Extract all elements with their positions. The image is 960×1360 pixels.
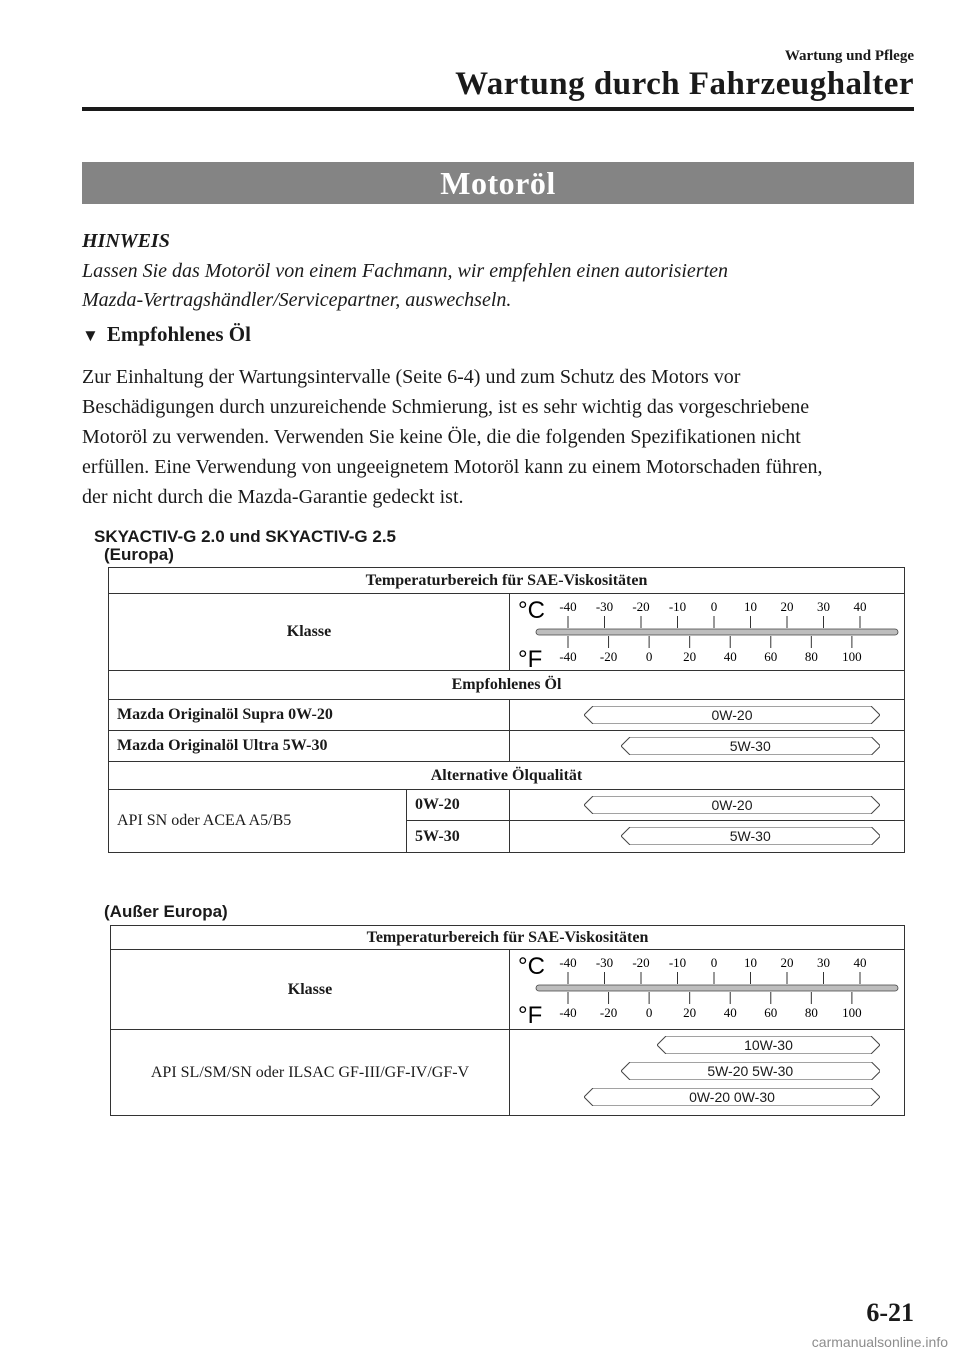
- band-label: 0W-20 0W-30: [689, 1089, 775, 1105]
- note-line: Lassen Sie das Motoröl von einem Fachmann, wir empfehlen einen autorisierten: [82, 260, 729, 282]
- fahrenheit-tick-label: 40: [723, 649, 737, 664]
- viscosity-table-europe: [108, 567, 905, 853]
- fahrenheit-symbol: °F: [518, 646, 543, 671]
- celsius-tick-label: 0: [710, 955, 718, 970]
- celsius-tick-label: 30: [817, 955, 830, 970]
- viscosity-table-outside-europe: [110, 925, 905, 1116]
- fahrenheit-tick-label: 100: [842, 649, 862, 664]
- band-cell: [510, 700, 905, 731]
- temperature-scale: [510, 950, 905, 1030]
- celsius-tick-label: -40: [559, 599, 577, 614]
- band-label: 0W-20: [711, 797, 753, 813]
- fahrenheit-tick-label: -40: [559, 1005, 577, 1020]
- viscosity-band: [621, 1062, 881, 1080]
- celsius-tick-label: -10: [668, 955, 687, 970]
- grade-label: 0W-20: [407, 790, 510, 821]
- region-caption: (Europa): [104, 545, 174, 564]
- oil-spec: API SL/SM/SN oder ILSAC GF-III/GF-IV/GF-V: [111, 1030, 510, 1116]
- band-label: 0W-20: [711, 707, 753, 723]
- region-caption: (Außer Europa): [104, 902, 228, 921]
- celsius-tick-label: -10: [668, 599, 687, 614]
- fahrenheit-symbol: °F: [518, 1002, 543, 1029]
- page-title: Wartung durch Fahrzeughalter: [455, 66, 914, 102]
- triangle-down-icon: ▼: [82, 326, 99, 345]
- fahrenheit-tick-label: 40: [723, 1005, 737, 1020]
- band-label: 10W-30: [744, 1037, 793, 1053]
- header-rule: [82, 107, 914, 111]
- fahrenheit-tick-label: 100: [842, 1005, 862, 1020]
- celsius-tick-label: -30: [595, 599, 614, 614]
- fahrenheit-tick-label: 80: [804, 1005, 818, 1020]
- celsius-tick-label: 40: [853, 955, 867, 970]
- note-heading: HINWEIS: [82, 230, 170, 252]
- band-cell: [510, 1030, 905, 1116]
- celsius-tick-label: 0: [710, 599, 718, 614]
- fahrenheit-tick-label: 0: [645, 1005, 653, 1020]
- fahrenheit-tick-label: 60: [764, 1005, 778, 1020]
- band-cell: [510, 790, 905, 821]
- celsius-symbol: °C: [518, 953, 545, 980]
- oil-name: Mazda Originalöl Supra 0W-20: [109, 700, 510, 731]
- grade-label: 5W-30: [407, 821, 510, 853]
- temperature-scale-cell: [510, 950, 905, 1030]
- celsius-tick-label: -40: [559, 955, 577, 970]
- paragraph-line: Beschädigungen durch unzureichende Schmierung, ist es sehr wichtig das vorgeschriebene: [82, 396, 810, 418]
- viscosity-band: [584, 1088, 880, 1106]
- fahrenheit-tick-label: -40: [559, 649, 577, 664]
- paragraph-line: erfüllen. Eine Verwendung von ungeeignetem Motoröl kann zu einem Motorschaden führen,: [82, 456, 823, 478]
- temperature-scale: [510, 594, 905, 671]
- fahrenheit-tick-label: 20: [683, 649, 697, 664]
- celsius-tick-label: -30: [595, 955, 614, 970]
- engine-caption: SKYACTIV-G 2.0 und SKYACTIV-G 2.5: [94, 527, 396, 546]
- watermark: carmanualsonline.info: [811, 1334, 948, 1350]
- fahrenheit-tick-label: 20: [683, 1005, 697, 1020]
- temperature-scale-cell: [510, 594, 905, 671]
- class-label: Klasse: [109, 594, 510, 671]
- viscosity-band: [621, 827, 881, 845]
- celsius-tick-label: 30: [817, 599, 830, 614]
- celsius-tick-label: 40: [853, 599, 867, 614]
- recommended-header: Empfohlenes Öl: [109, 671, 905, 700]
- band-cell: [510, 731, 905, 762]
- paragraph-line: der nicht durch die Mazda-Garantie gedeckt ist.: [82, 486, 464, 508]
- band-label: 5W-30: [729, 738, 771, 754]
- section-title: Motoröl: [82, 162, 914, 204]
- table-header: Temperaturbereich für SAE-Viskositäten: [111, 926, 905, 950]
- scale-bar: [536, 629, 898, 635]
- subheading: [82, 322, 251, 347]
- scale-bar: [536, 985, 898, 991]
- paragraph-line: Motoröl zu verwenden. Verwenden Sie keine Öle, die die folgenden Spezifikationen nicht: [82, 426, 801, 448]
- celsius-tick-label: 10: [744, 599, 757, 614]
- fahrenheit-tick-label: 80: [804, 649, 818, 664]
- viscosity-band: [621, 737, 881, 755]
- fahrenheit-tick-label: -20: [599, 649, 618, 664]
- class-label: Klasse: [111, 950, 510, 1030]
- celsius-symbol: °C: [518, 597, 545, 624]
- celsius-tick-label: 20: [780, 955, 794, 970]
- note-line: Mazda-Vertragshändler/Servicepartner, auswechseln.: [82, 289, 512, 311]
- band-cell: [510, 821, 905, 853]
- chapter-label: Wartung und Pflege: [784, 48, 914, 64]
- page-number: 6-21: [866, 1298, 914, 1327]
- table-header: Temperaturbereich für SAE-Viskositäten: [109, 568, 905, 594]
- fahrenheit-tick-label: 60: [764, 649, 778, 664]
- celsius-tick-label: -20: [632, 599, 650, 614]
- celsius-tick-label: 10: [744, 955, 757, 970]
- alternative-header: Alternative Ölqualität: [109, 762, 905, 790]
- paragraph-line: Zur Einhaltung der Wartungsintervalle (Seite 6-4) und zum Schutz des Motors vor: [82, 366, 741, 388]
- viscosity-band: [657, 1036, 880, 1054]
- celsius-tick-label: 20: [780, 599, 794, 614]
- alternative-spec: API SN oder ACEA A5/B5: [109, 790, 407, 853]
- viscosity-band: [584, 706, 880, 724]
- fahrenheit-tick-label: 0: [645, 649, 653, 664]
- band-label: 5W-30: [729, 828, 771, 844]
- celsius-tick-label: -20: [632, 955, 650, 970]
- band-label: 5W-20 5W-30: [707, 1063, 794, 1079]
- fahrenheit-tick-label: -20: [599, 1005, 618, 1020]
- oil-name: Mazda Originalöl Ultra 5W-30: [109, 731, 510, 762]
- subheading-text: Empfohlenes Öl: [106, 322, 251, 346]
- viscosity-band: [584, 796, 880, 814]
